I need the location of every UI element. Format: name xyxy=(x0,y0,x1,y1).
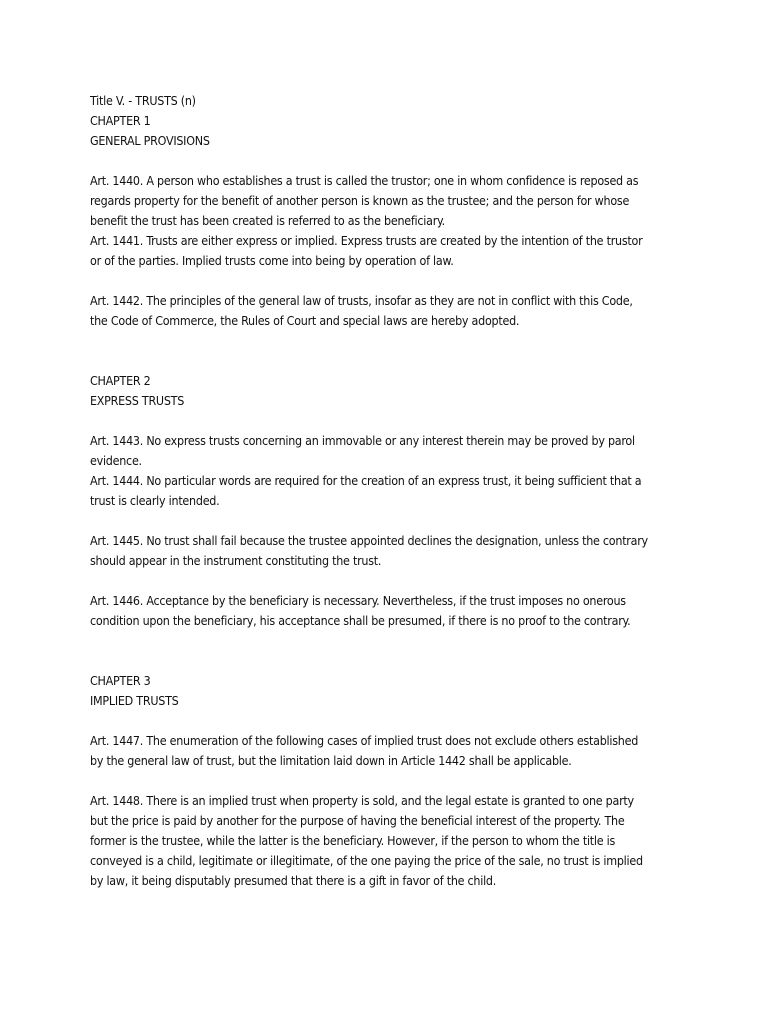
article-line: Art. 1443. No express trusts concerning an immovable or any interest therein may be proved by parol xyxy=(90,433,635,448)
chapter-subheading: IMPLIED TRUSTS xyxy=(90,693,179,708)
chapter-subheading: GENERAL PROVISIONS xyxy=(90,133,210,148)
article-line: should appear in the instrument constituting the trust. xyxy=(90,553,382,568)
chapter-subheading: EXPRESS TRUSTS xyxy=(90,393,185,408)
article-line: Art. 1445. No trust shall fail because the trustee appointed declines the designation, unless the contrary xyxy=(90,533,648,548)
article-line: conveyed is a child, legitimate or illegitimate, of the one paying the price of the sale, no trust is implied xyxy=(90,853,643,868)
article-line: Art. 1442. The principles of the general law of trusts, insofar as they are not in conflict with this Code, xyxy=(90,293,633,308)
article-line: benefit the trust has been created is referred to as the beneficiary. xyxy=(90,213,445,228)
article xyxy=(90,431,690,471)
chapter-heading: CHAPTER 2 xyxy=(90,373,151,388)
article xyxy=(90,231,690,271)
document-title: Title V. - TRUSTS (n) xyxy=(90,93,196,108)
article-line: trust is clearly intended. xyxy=(90,493,220,508)
article xyxy=(90,791,690,891)
article-line: or of the parties. Implied trusts come into being by operation of law. xyxy=(90,253,454,268)
article-line: Art. 1440. A person who establishes a trust is called the trustor; one in whom confidence is reposed as xyxy=(90,173,639,188)
article-line: by the general law of trust, but the limitation laid down in Article 1442 shall be applicable. xyxy=(90,753,572,768)
article-line: condition upon the beneficiary, his acceptance shall be presumed, if there is no proof to the contrary. xyxy=(90,613,631,628)
article-line: by law, it being disputably presumed that there is a gift in favor of the child. xyxy=(90,873,497,888)
chapter-heading: CHAPTER 1 xyxy=(90,113,151,128)
chapter-heading: CHAPTER 3 xyxy=(90,673,151,688)
article xyxy=(90,471,690,511)
article-line: evidence. xyxy=(90,453,142,468)
article-line: the Code of Commerce, the Rules of Court and special laws are hereby adopted. xyxy=(90,313,520,328)
article xyxy=(90,171,690,231)
chapter-section xyxy=(90,111,690,331)
article-line: but the price is paid by another for the purpose of having the beneficial interest of the property. The xyxy=(90,813,625,828)
article-line: former is the trustee, while the latter is the beneficiary. However, if the person to whom the title is xyxy=(90,833,616,848)
article xyxy=(90,591,690,631)
chapter-section xyxy=(90,371,690,631)
article xyxy=(90,291,690,331)
article-line: Art. 1447. The enumeration of the following cases of implied trust does not exclude others established xyxy=(90,733,639,748)
article-line: Art. 1444. No particular words are required for the creation of an express trust, it being sufficient that a xyxy=(90,473,642,488)
article-line: Art. 1446. Acceptance by the beneficiary is necessary. Nevertheless, if the trust imposes no onerous xyxy=(90,593,626,608)
article-line: regards property for the benefit of another person is known as the trustee; and the person for whose xyxy=(90,193,630,208)
article xyxy=(90,531,690,571)
article xyxy=(90,731,690,771)
article-line: Art. 1441. Trusts are either express or implied. Express trusts are created by the intention of the trustor xyxy=(90,233,643,248)
document-page xyxy=(90,91,690,891)
chapter-section xyxy=(90,671,690,891)
article-line: Art. 1448. There is an implied trust when property is sold, and the legal estate is granted to one party xyxy=(90,793,634,808)
